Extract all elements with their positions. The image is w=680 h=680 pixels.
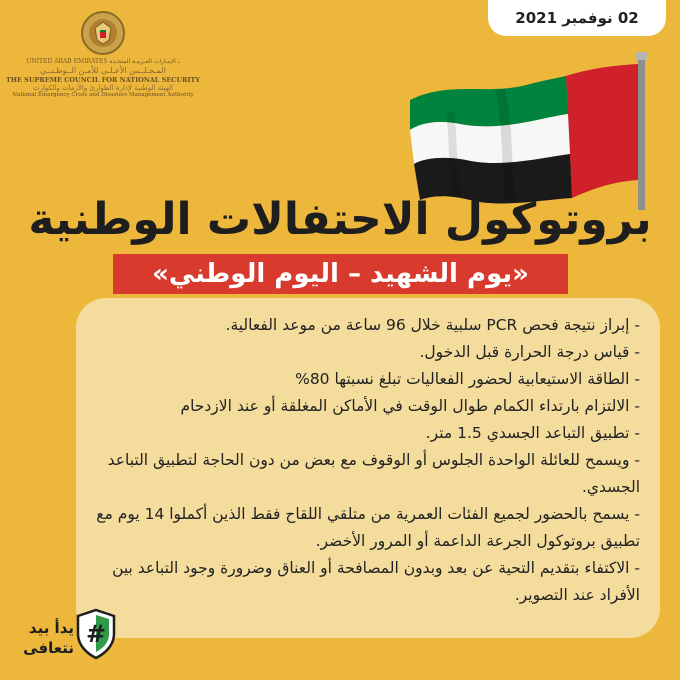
logo-line-4: الهيئة الوطنية لإدارة الطوارئ والأزمات والكوارث [32, 83, 174, 92]
subtitle-band [113, 254, 568, 294]
rule-item: - قياس درجة الحرارة قبل الدخول. [419, 343, 640, 361]
page-title: بروتوكول الاحتفالات الوطنية [28, 194, 652, 245]
subtitle-text: «يوم الشهيد – اليوم الوطني» [152, 259, 529, 289]
campaign-symbol: # [85, 620, 107, 648]
date-text: 02 نوفمبر 2021 [515, 9, 639, 27]
shield-hashtag-icon [74, 608, 118, 660]
logo-line-3: THE SUPREME COUNCIL FOR NATIONAL SECURITY [5, 75, 201, 84]
logo-line-1: UNITED ARAB EMIRATES ـ الإمـارات العـربيـة المتحـدة [26, 58, 180, 65]
campaign-line-2: نتعافى [23, 639, 74, 657]
date-badge [488, 0, 666, 36]
rule-item: - يسمح بالحضور لجميع الفئات العمرية من متلقي اللقاح فقط الذين أكملوا 14 يوم مع تطبيق بروتوكول الجرعة الداعمة أو المرور الأخضر. [96, 505, 640, 550]
rules-box [76, 298, 660, 638]
campaign-badge [8, 608, 128, 672]
rule-item: - إبراز نتيجة فحص PCR سلبية خلال 96 ساعة من موعد الفعالية. [225, 316, 640, 334]
uae-emblem-icon [80, 10, 126, 56]
rule-item: - الاكتفاء بتقديم التحية عن بعد وبدون المصافحة أو العناق وضرورة وجود التباعد بين الأفراد عند التصوير. [112, 559, 640, 604]
uae-flag-icon [380, 40, 680, 210]
campaign-line-1: يدأ بيد [28, 619, 74, 637]
rules-list [94, 312, 640, 609]
rule-item: - الالتزام بارتداء الكمام طوال الوقت في الأماكن المغلقة أو عند الازدحام [180, 397, 640, 415]
rule-item: - تطبيق التباعد الجسدي 1.5 متر. [425, 424, 640, 442]
authority-logo [5, 10, 201, 120]
logo-line-2: المـجـلــس الأعـلـى للأمـن الــوطـنــي [40, 65, 166, 75]
logo-line-5: National Emergency Crisis and Disasters Management Authority [12, 92, 194, 99]
rule-item: - الطاقة الاستيعابية لحضور الفعاليات تبلغ نسبتها 80% [295, 370, 640, 388]
rule-item: - ويسمح للعائلة الواحدة الجلوس أو الوقوف مع بعض من دون الحاجة لتطبيق التباعد الجسدي. [107, 451, 640, 496]
